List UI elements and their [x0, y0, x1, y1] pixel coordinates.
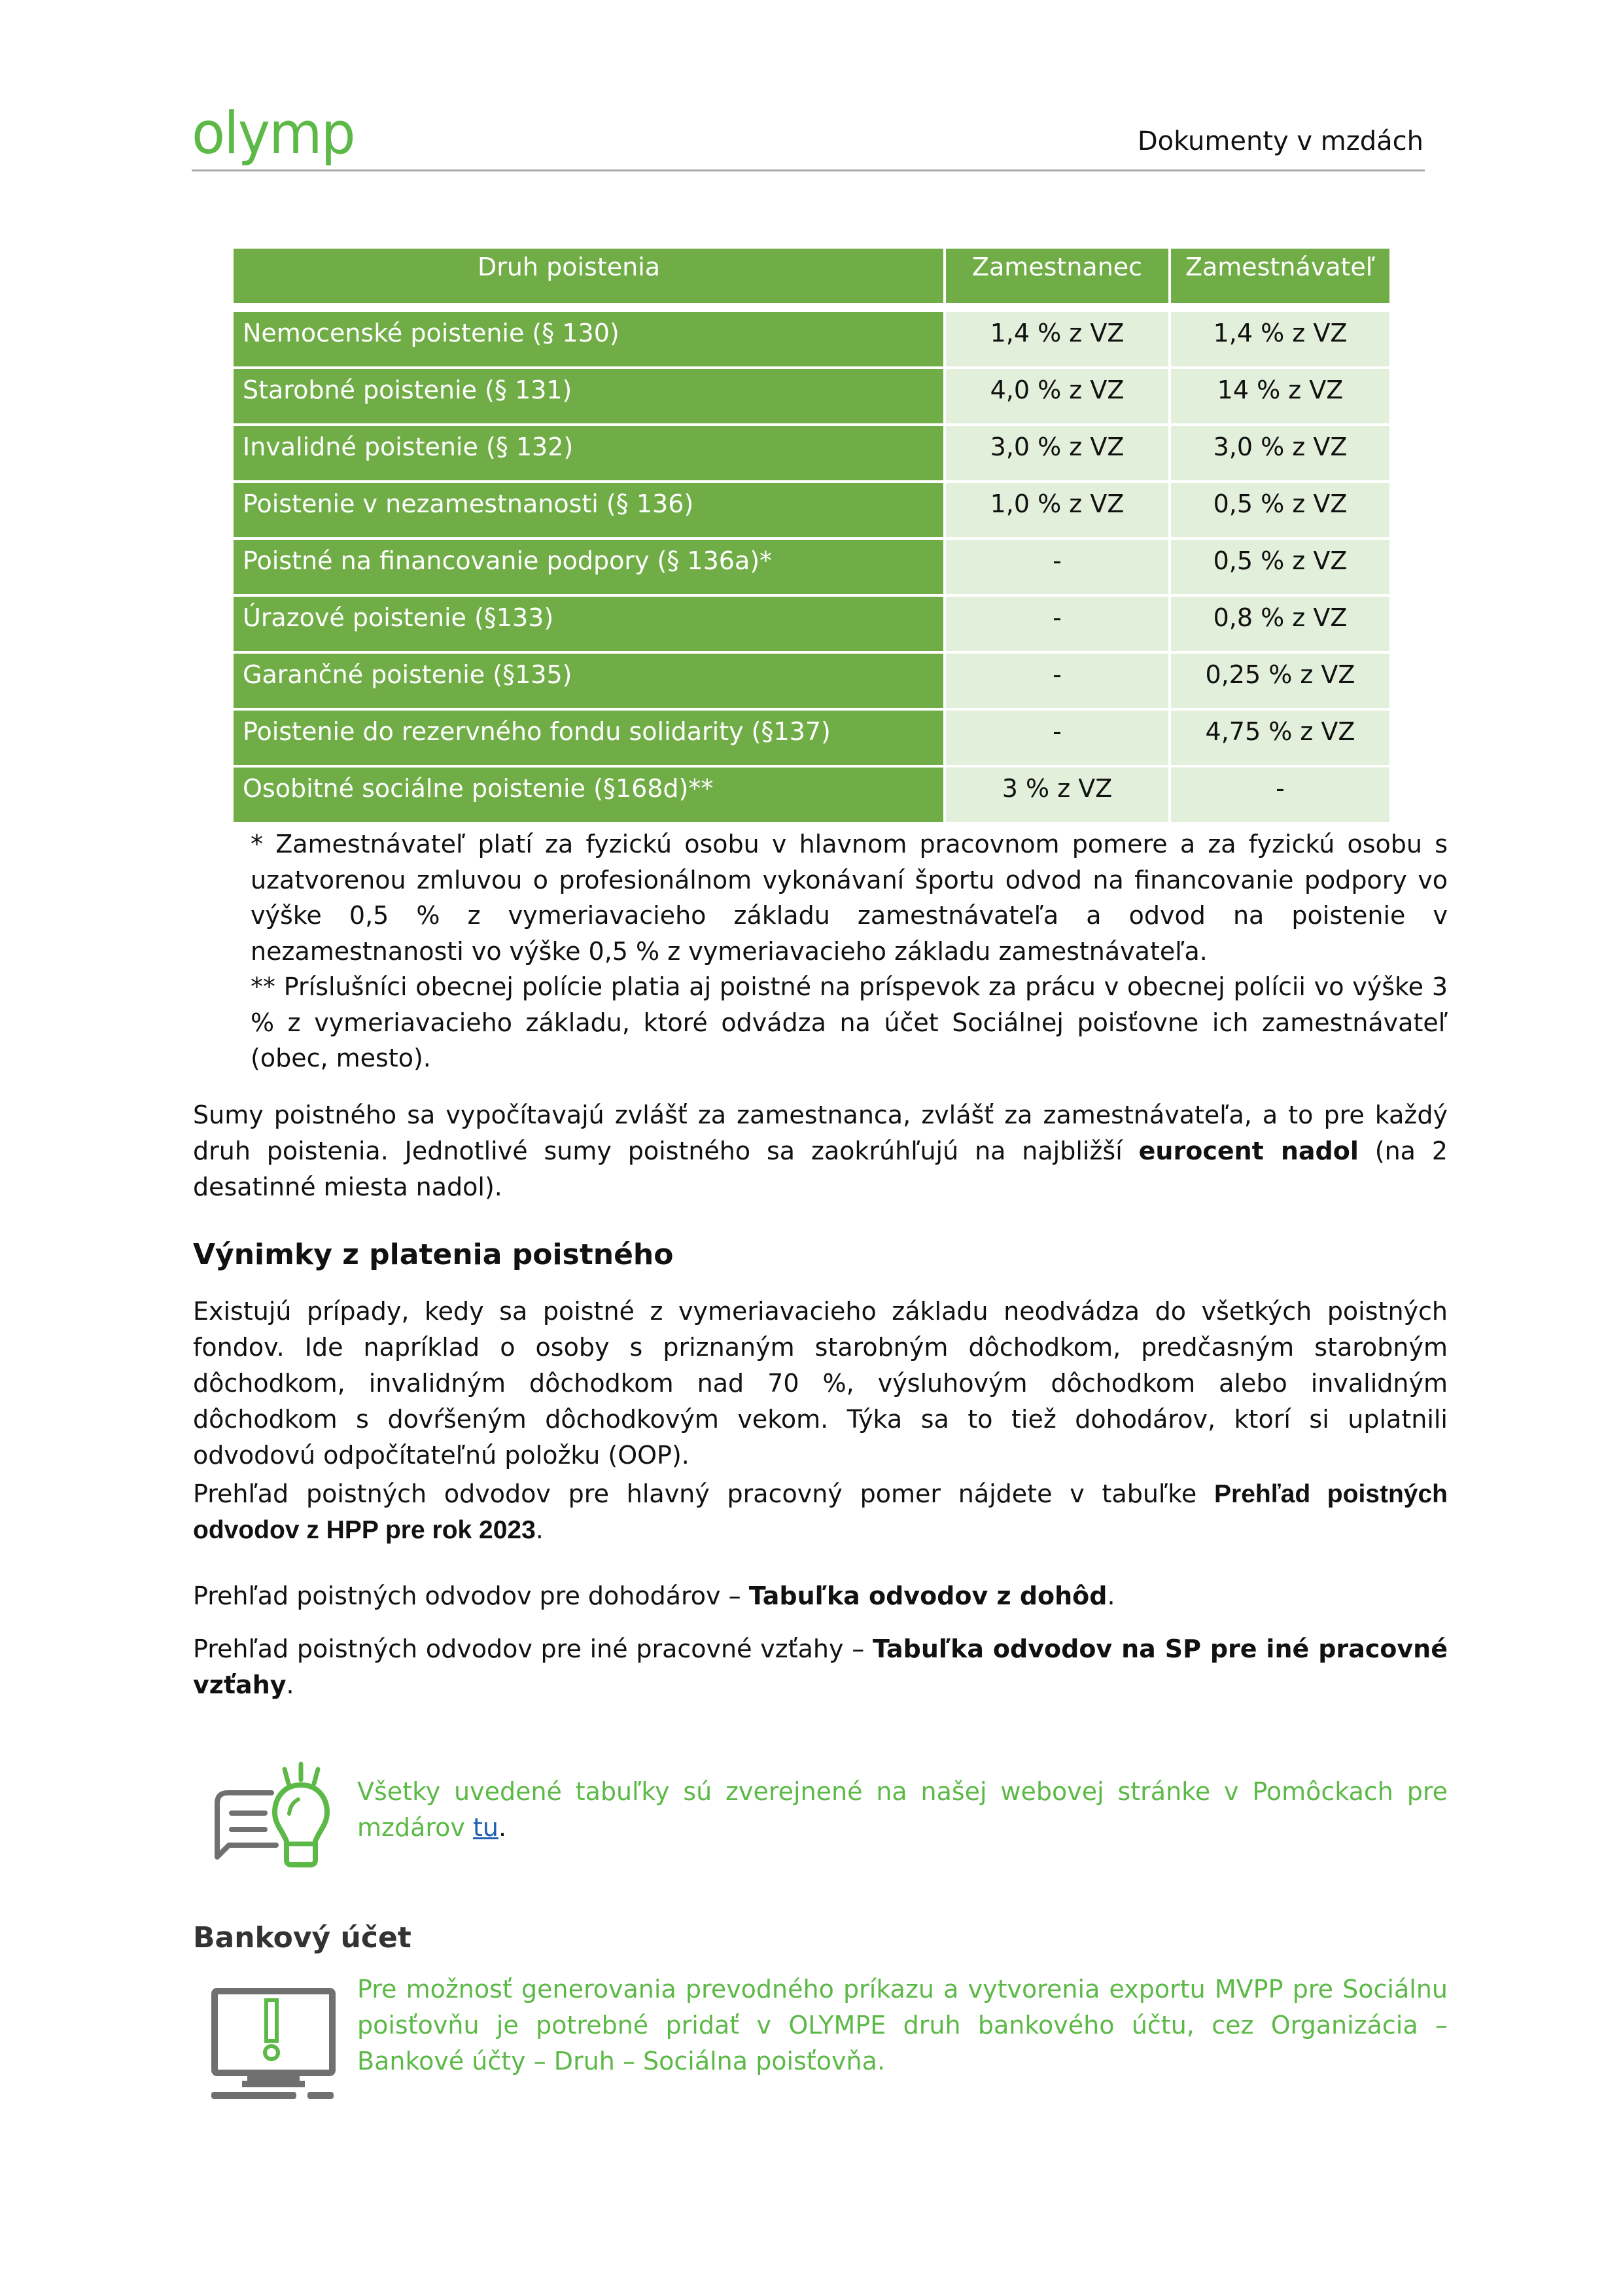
- employee-rate-cell: 1,4 % z VZ: [946, 312, 1168, 366]
- hpp-paragraph: [193, 1476, 1448, 1548]
- insurance-type-cell: Osobitné sociálne poistenie (§168d)**: [234, 768, 943, 822]
- insurance-type-cell: Úrazové poistenie (§133): [234, 597, 943, 651]
- employee-rate-cell: -: [946, 654, 1168, 708]
- agreements-paragraph: [193, 1578, 1448, 1614]
- rounding-text: Sumy poistného sa vypočítavajú zvlášť za zamestnanca, zvlášť za zamestnávateľa, a to pre každý druh poistenia. Jednotlivé sumy poistného sa zaokrúhľujú na najbližší: [193, 1101, 1448, 1165]
- employer-rate-cell: 0,25 % z VZ: [1171, 654, 1389, 708]
- tip-note: [357, 1774, 1448, 1846]
- employer-rate-cell: 3,0 % z VZ: [1171, 426, 1389, 480]
- employee-rate-cell: -: [946, 711, 1168, 765]
- footnote-double-asterisk: ** Príslušníci obecnej polície platia aj poistné na príspevok za prácu v obecnej polícii vo výške 3 % z vymeriavacieho základu, ktoré odvádza na účet Sociálnej poisťovne ich zamestnávateľ (obec, mesto).: [251, 972, 1448, 1072]
- header-divider: [192, 169, 1425, 171]
- employer-rate-cell: 14 % z VZ: [1171, 369, 1389, 423]
- employee-rate-cell: -: [946, 597, 1168, 651]
- hpp-table-reference: Prehľad poistných odvodov z HPP pre rok 2023: [193, 1480, 1448, 1544]
- table-row: [234, 426, 1389, 480]
- olymp-logo: olymp: [192, 99, 355, 167]
- rounding-paragraph: [193, 1097, 1448, 1205]
- column-header-employer: Zamestnávateľ: [1171, 249, 1389, 303]
- exceptions-paragraph: Existujú prípady, kedy sa poistné z vymeriavacieho základu neodvádza do všetkých poistných fondov. Ide napríklad o osoby s priznaným starobným dôchodkom, predčasným starobným dôchodkom, invalidným dôchodkom nad 70 %, výsluhovým dôchodkom alebo invalidným dôchodkom s dovŕšeným dôchodkovým vekom. Týka sa to tiež dohodárov, ktorí si uplatnili odvodovú odpočítateľnú položku (OOP).: [193, 1297, 1448, 1470]
- insurance-type-cell: Garančné poistenie (§135): [234, 654, 943, 708]
- bank-account-note: Pre možnosť generovania prevodného príkazu a vytvorenia exportu MVPP pre Sociálnu poisťovňu je potrebné pridať v OLYMPE druh bankového účtu, cez Organizácia – Bankové účty – Druh – Sociálna poisťovňa.: [357, 1975, 1448, 2075]
- chat-lightbulb-icon: [209, 1759, 347, 1870]
- other-relations-paragraph: [193, 1631, 1448, 1703]
- tools-page-link[interactable]: tu: [472, 1813, 498, 1842]
- insurance-type-cell: Invalidné poistenie (§ 132): [234, 426, 943, 480]
- table-row: [234, 768, 1389, 822]
- insurance-type-cell: Poistenie do rezervného fondu solidarity (§137): [234, 711, 943, 765]
- employer-rate-cell: 0,8 % z VZ: [1171, 597, 1389, 651]
- insurance-type-cell: Starobné poistenie (§ 131): [234, 369, 943, 423]
- employee-rate-cell: 1,0 % z VZ: [946, 483, 1168, 537]
- table-row: [234, 711, 1389, 765]
- hpp-text-end: .: [535, 1515, 544, 1544]
- footnote-single-asterisk: * Zamestnávateľ platí za fyzickú osobu v hlavnom pracovnom pomere a za fyzickú osobu s uzatvorenou zmluvou o profesionálnom vykonávaní športu odvod na financovanie podpory vo výške 0,5 % z vymeriavacieho základu zamestnávateľa a odvod na poistenie v nezamestnanosti vo výške 0,5 % z vymeriavacieho základu zamestnávateľa.: [251, 830, 1448, 966]
- column-header-type: Druh poistenia: [234, 249, 943, 303]
- tip-note-text: Všetky uvedené tabuľky sú zverejnené na našej webovej stránke v Pomôckach pre mzdárov: [357, 1777, 1448, 1842]
- other-relations-text-end: .: [286, 1670, 294, 1699]
- employer-rate-cell: 1,4 % z VZ: [1171, 312, 1389, 366]
- table-row: [234, 483, 1389, 537]
- table-footnotes: [251, 826, 1448, 1076]
- bank-account-heading: Bankový účet: [193, 1921, 411, 1954]
- employer-rate-cell: 4,75 % z VZ: [1171, 711, 1389, 765]
- employee-rate-cell: 4,0 % z VZ: [946, 369, 1168, 423]
- employee-rate-cell: -: [946, 540, 1168, 594]
- insurance-type-cell: Poistné na financovanie podpory (§ 136a)*: [234, 540, 943, 594]
- table-row: [234, 654, 1389, 708]
- employee-rate-cell: 3,0 % z VZ: [946, 426, 1168, 480]
- insurance-type-cell: Nemocenské poistenie (§ 130): [234, 312, 943, 366]
- table-row: [234, 312, 1389, 366]
- rounding-text-end: (na 2 desatinné miesta nadol).: [193, 1137, 1448, 1201]
- table-header-row: [234, 249, 1389, 303]
- column-header-employee: Zamestnanec: [946, 249, 1168, 303]
- agreements-table-reference: Tabuľka odvodov z dohôd: [748, 1581, 1108, 1610]
- table-row: [234, 597, 1389, 651]
- agreements-text-end: .: [1107, 1581, 1115, 1610]
- employer-rate-cell: -: [1171, 768, 1389, 822]
- tip-note-period: .: [498, 1813, 507, 1842]
- other-relations-text: Prehľad poistných odvodov pre iné pracovné vzťahy –: [193, 1634, 873, 1663]
- document-title: Dokumenty v mzdách: [1137, 126, 1423, 156]
- insurance-rates-table: [234, 249, 1389, 824]
- other-relations-table-reference: Tabuľka odvodov na SP pre iné pracovné vzťahy: [193, 1634, 1448, 1699]
- table-row: [234, 540, 1389, 594]
- rounding-bold: eurocent nadol: [1138, 1137, 1359, 1165]
- employer-rate-cell: 0,5 % z VZ: [1171, 483, 1389, 537]
- monitor-alert-icon: [209, 1986, 340, 2104]
- employee-rate-cell: 3 % z VZ: [946, 768, 1168, 822]
- employer-rate-cell: 0,5 % z VZ: [1171, 540, 1389, 594]
- agreements-text: Prehľad poistných odvodov pre dohodárov –: [193, 1581, 749, 1610]
- hpp-text: Prehľad poistných odvodov pre hlavný pracovný pomer nájdete v tabuľke: [193, 1479, 1215, 1508]
- insurance-type-cell: Poistenie v nezamestnanosti (§ 136): [234, 483, 943, 537]
- table-row: [234, 369, 1389, 423]
- exceptions-heading: Výnimky z platenia poistného: [193, 1238, 674, 1271]
